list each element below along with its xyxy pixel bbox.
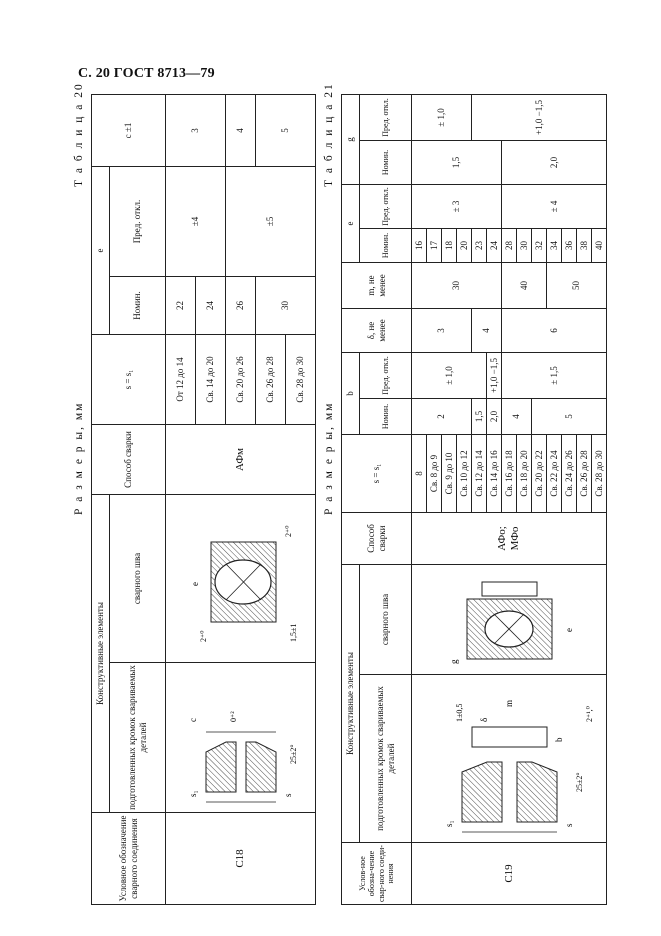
t20-prep-s1: s₁ [188, 790, 198, 797]
t20-h-e-tol: Пред. откл. [110, 166, 166, 276]
t21-m-1: 40 [502, 262, 547, 308]
t21-h-b-nom: Номин. [360, 398, 412, 434]
table-21-label: Т а б л и ц а 21 [323, 82, 335, 187]
t21-m-0: 30 [412, 262, 502, 308]
t21-s-7: Св. 18 до 20 [517, 434, 532, 512]
t20-weld-e: e [190, 582, 200, 586]
t21-s-0: 8 [412, 434, 427, 512]
t20-h-e: e [92, 166, 110, 334]
t21-s-9: Св. 22 до 24 [547, 434, 562, 512]
t21-h-e-nom: Номин. [360, 228, 412, 262]
t21-h-weld: сварного шва [360, 564, 412, 674]
t21-h-designation: Услов-ное обозна-чение свар-ного соеди-нения [342, 843, 412, 905]
t21-h-method: Способ сварки [342, 512, 412, 564]
t21-e-nom-3: 20 [457, 228, 472, 262]
t21-h-b: b [342, 352, 360, 434]
t21-b-nom-0: 2 [412, 398, 472, 434]
page-header: С. 20 ГОСТ 8713—79 [78, 66, 215, 81]
table-20 [91, 94, 316, 905]
t21-fig-prepared-cell [412, 675, 607, 843]
t20-weld-top: 2⁺⁰ [199, 630, 208, 642]
t20-h-method: Способ сварки [92, 424, 166, 494]
t20-weld-bottom: 2⁺⁰ [284, 525, 293, 537]
t21-prep-gap: 1±0,5 [455, 703, 464, 722]
t21-prep-angle: 25±2° [575, 772, 584, 792]
t20-fig-prepared-cell [166, 663, 316, 813]
t21-s-4: Св. 12 до 14 [472, 434, 487, 512]
t20-designation: С18 [166, 813, 316, 905]
t21-b-tol-1: +1,0 −1,5 [487, 352, 502, 398]
t21-e-nom-4: 23 [472, 228, 487, 262]
t21-h-e-tol: Пред. откл. [360, 184, 412, 228]
t21-g-nom-1: 2,0 [502, 140, 607, 184]
t21-h-g-tol: Пред. откл. [360, 94, 412, 140]
t21-e-nom-12: 40 [592, 228, 607, 262]
t21-s-10: Св. 24 до 26 [562, 434, 577, 512]
table-20-label: Т а б л и ц а 20 [73, 82, 85, 187]
table-21 [341, 94, 607, 905]
t21-b-tol-2: ± 1,5 [502, 352, 607, 398]
t21-s-8: Св. 20 до 22 [532, 434, 547, 512]
t21-b-nom-4: 5 [532, 398, 607, 434]
table-21-sizes: Р а з м е р ы, мм [323, 401, 335, 515]
t21-m-2: 50 [547, 262, 607, 308]
t20-e-nom-1: 24 [196, 276, 226, 334]
t20-h-elements: Конструктивные элементы [92, 494, 110, 812]
t21-weld-drawing [412, 564, 607, 674]
t21-e-nom-9: 34 [547, 228, 562, 262]
t21-h-s: s = s₁ [342, 434, 412, 512]
t21-h-g-nom: Номин. [360, 140, 412, 184]
t20-h-e-nom: Номин. [110, 276, 166, 334]
t21-prep-s1: s₁ [444, 820, 454, 827]
t20-s-1: Св. 14 до 20 [196, 334, 226, 424]
t21-h-e: e [342, 184, 360, 262]
t20-fig-weld-cell [166, 494, 316, 662]
t21-designation: С19 [412, 843, 607, 905]
t21-b-nom-2: 2,0 [487, 398, 502, 434]
t21-fig-weld-cell [412, 564, 607, 674]
t21-e-nom-11: 38 [577, 228, 592, 262]
t20-s-4: Св. 28 до 30 [286, 334, 316, 424]
rotated-content [73, 82, 619, 905]
t21-prep-delta: δ [479, 717, 489, 722]
t20-e-tol-2: ±5 [226, 166, 316, 276]
t21-e-nom-1: 17 [427, 228, 442, 262]
t21-e-nom-2: 18 [442, 228, 457, 262]
t20-s-3: Св. 26 до 28 [256, 334, 286, 424]
t21-e-tol-1: ± 4 [502, 184, 607, 228]
t21-h-elements: Конструктивные элементы [342, 564, 360, 842]
t20-s-0: От 12 до 14 [166, 334, 196, 424]
t21-delta-0: 3 [412, 308, 472, 352]
t21-e-nom-0: 16 [412, 228, 427, 262]
t21-prep-m: m [504, 699, 514, 707]
t21-e-tol-0: ± 3 [412, 184, 502, 228]
t21-e-nom-5: 24 [487, 228, 502, 262]
t21-s-11: Св. 26 до 28 [577, 434, 592, 512]
t21-h-b-tol: Пред. откл. [360, 352, 412, 398]
t21-g-nom-0: 1,5 [412, 140, 502, 184]
t21-weld-g: g [449, 659, 459, 664]
t21-b-nom-3: 4 [502, 398, 532, 434]
t20-e-nom-0: 22 [166, 276, 196, 334]
t21-h-delta: δ, не менее [342, 308, 412, 352]
t21-e-nom-7: 30 [517, 228, 532, 262]
t21-h-g: g [342, 94, 360, 184]
t21-h-prepared: подготовленных кромок свариваемых деталей [360, 675, 412, 843]
t21-b-nom-1: 1,5 [472, 398, 487, 434]
t20-h-designation: Условное обозначение сварного соединения [92, 813, 166, 905]
t20-weld-tol: 1,5±1 [289, 623, 298, 642]
t21-prep-b: b [554, 737, 564, 742]
t21-s-1: Св. 8 до 9 [427, 434, 442, 512]
t21-prep-drawing [412, 674, 607, 842]
t21-s-5: Св. 14 до 16 [487, 434, 502, 512]
t21-g-tol-1: +1,0 −1,5 [472, 94, 607, 140]
t21-g-tol-0: ± 1,0 [412, 94, 472, 140]
t21-e-nom-8: 32 [532, 228, 547, 262]
t20-prep-angle: 25±2° [289, 744, 298, 764]
t20-e-tol-0: ±4 [166, 166, 226, 276]
t20-h-weld: сварного шва [110, 494, 166, 662]
t20-h-prepared: подготовленных кромок свариваемых деталей [110, 663, 166, 813]
t21-s-3: Св. 10 до 12 [457, 434, 472, 512]
t21-h-m: m, не менее [342, 262, 412, 308]
t20-h-c: c ±1 [92, 94, 166, 166]
t20-prep-gap: 0⁺² [229, 711, 238, 722]
t21-s-6: Св. 16 до 18 [502, 434, 517, 512]
t21-s-2: Св. 9 до 10 [442, 434, 457, 512]
t20-c-3: 5 [256, 94, 316, 166]
t20-e-nom-2: 26 [226, 276, 256, 334]
t20-s-2: Св. 20 до 26 [226, 334, 256, 424]
t21-delta-2: 6 [502, 308, 607, 352]
t20-c-2: 4 [226, 94, 256, 166]
t21-prep-bottom: 2⁺¹,⁰ [585, 706, 594, 722]
t21-s-12: Св. 28 до 30 [592, 434, 607, 512]
table-20-sizes: Р а з м е р ы, мм [73, 401, 85, 515]
t20-c-0: 3 [166, 94, 226, 166]
t21-e-nom-6: 28 [502, 228, 517, 262]
t20-method: АФм [166, 424, 316, 494]
t20-prep-c: c [188, 718, 198, 722]
t21-weld-e: e [564, 628, 574, 632]
t20-e-nom-3: 30 [256, 276, 316, 334]
t21-e-nom-10: 36 [562, 228, 577, 262]
t21-b-tol-0: ± 1,0 [412, 352, 487, 398]
t20-weld-drawing [166, 494, 316, 662]
t20-h-s: s = s₁ [92, 334, 166, 424]
t21-method: АФо; МФо [412, 512, 607, 564]
t20-prep-drawing [166, 662, 316, 812]
t21-prep-s: s [564, 823, 574, 827]
t21-delta-1: 4 [472, 308, 502, 352]
t20-prep-s: s [283, 793, 293, 797]
